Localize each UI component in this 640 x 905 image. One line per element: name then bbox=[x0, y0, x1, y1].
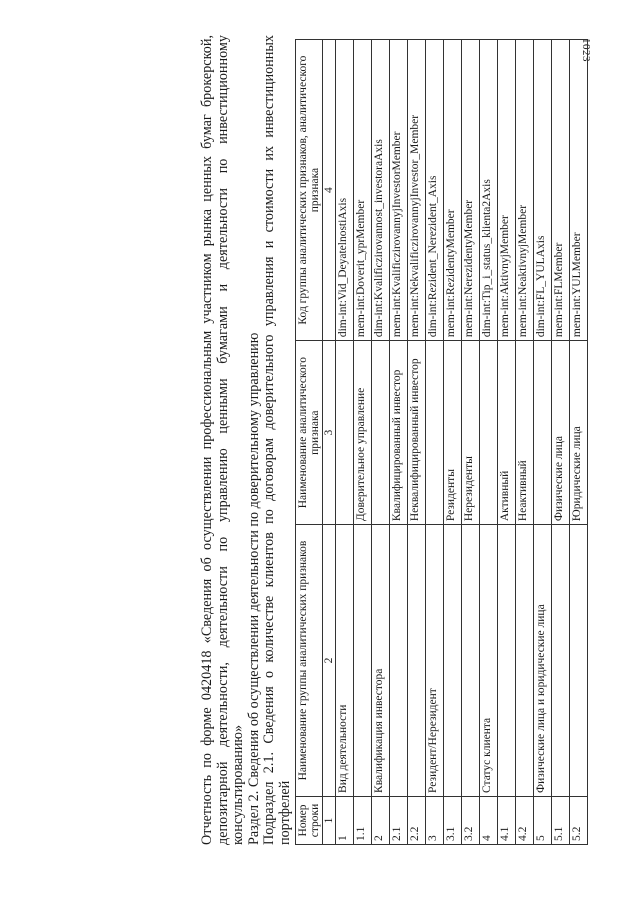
group-name bbox=[443, 525, 461, 797]
table-row bbox=[551, 40, 569, 845]
attribute-code: dim-int:Vid_DeyatelnostiAxis bbox=[335, 40, 353, 341]
row-number: 2 bbox=[371, 796, 389, 844]
table-row bbox=[389, 40, 407, 845]
row-number: 4.1 bbox=[497, 796, 515, 844]
row-number: 3 bbox=[425, 796, 443, 844]
attribute-code: dim-int:Kvalifìczirovannost_investoraAxis bbox=[371, 40, 389, 341]
attribute-name: Физические лица bbox=[551, 341, 569, 525]
attribute-name bbox=[479, 341, 497, 525]
subsection-title: Подраздел 2.1. Сведения о количестве клиентов по договорам доверительного управления и стоимости их инвестиционных портфелей bbox=[261, 35, 293, 845]
attribute-code: mem-int:NekvalificzirovannyjInvestor_Member bbox=[407, 40, 425, 341]
attribute-name: Неактивный bbox=[515, 341, 533, 525]
row-number: 5.1 bbox=[551, 796, 569, 844]
attribute-name: Юридические лица bbox=[569, 341, 587, 525]
row-number: 3.2 bbox=[461, 796, 479, 844]
row-number: 4.2 bbox=[515, 796, 533, 844]
row-number: 1.1 bbox=[353, 796, 371, 844]
group-name: Квалификация инвестора bbox=[371, 525, 389, 797]
table-row bbox=[443, 40, 461, 845]
attribute-name: Квалифицированный инвестор bbox=[389, 341, 407, 525]
header-row-number: Номер строки bbox=[295, 796, 322, 844]
column-number: 3 bbox=[322, 341, 335, 525]
row-number: 3.1 bbox=[443, 796, 461, 844]
header-code: Код группы аналитических признаков, аналитического признака bbox=[295, 40, 322, 341]
table-row bbox=[569, 40, 587, 845]
attribute-name bbox=[425, 341, 443, 525]
table-row bbox=[533, 40, 551, 845]
attribute-name: Доверительное управление bbox=[353, 341, 371, 525]
group-name: Физические лица и юридические лица bbox=[533, 525, 551, 797]
group-name bbox=[497, 525, 515, 797]
attribute-name: Резиденты bbox=[443, 341, 461, 525]
table-header-row bbox=[295, 40, 322, 845]
table-row bbox=[335, 40, 353, 845]
group-name bbox=[515, 525, 533, 797]
table-row bbox=[515, 40, 533, 845]
attribute-name: Неквалифицированный инвестор bbox=[407, 341, 425, 525]
group-name bbox=[569, 525, 587, 797]
table-row bbox=[407, 40, 425, 845]
attribute-name bbox=[335, 341, 353, 525]
rotated-page-content bbox=[200, 35, 588, 845]
attribute-name bbox=[533, 341, 551, 525]
group-name: Вид деятельности bbox=[335, 525, 353, 797]
header-attribute-name: Наименование аналитического признака bbox=[295, 341, 322, 525]
header-group-name: Наименование группы аналитических признаков bbox=[295, 525, 322, 797]
attribute-code: mem-int:YULMember bbox=[569, 40, 587, 341]
attribute-code: mem-int:RezidentyMember bbox=[443, 40, 461, 341]
attribute-code: mem-int:NeaktivnyjMember bbox=[515, 40, 533, 341]
group-name bbox=[353, 525, 371, 797]
group-name bbox=[461, 525, 479, 797]
row-number: 4 bbox=[479, 796, 497, 844]
attribute-name: Нерезиденты bbox=[461, 341, 479, 525]
row-number: 5 bbox=[533, 796, 551, 844]
attribute-code: dim-int:Rezident_Nerezident_Axis bbox=[425, 40, 443, 341]
row-number: 2.1 bbox=[389, 796, 407, 844]
table-row bbox=[479, 40, 497, 845]
attribute-code: mem-int:NerezidentyMember bbox=[461, 40, 479, 341]
group-name: Резидент/Нерезидент bbox=[425, 525, 443, 797]
column-number: 4 bbox=[322, 40, 335, 341]
attribute-code: mem-int:KvalificzirovannyjInvestorMember bbox=[389, 40, 407, 341]
attribute-code: dim-int:FL_YULAxis bbox=[533, 40, 551, 341]
attribute-code: dim-int:Tip_i_status_klienta2Axis bbox=[479, 40, 497, 341]
group-name bbox=[407, 525, 425, 797]
group-name: Статус клиента bbox=[479, 525, 497, 797]
group-name bbox=[389, 525, 407, 797]
table-row bbox=[425, 40, 443, 845]
attributes-table bbox=[295, 39, 588, 845]
table-row bbox=[497, 40, 515, 845]
attribute-name bbox=[371, 341, 389, 525]
column-number: 2 bbox=[322, 525, 335, 797]
attribute-name: Активный bbox=[497, 341, 515, 525]
report-heading: Отчетность по форме 0420418 «Сведения об осуществлении профессиональным участником рынка ценных бумаг брокерской, депозитарной деятельности, деятельности по управлению ценными бумагами и деятельности по инвестиционному консультированию» bbox=[199, 35, 247, 845]
column-number: 1 bbox=[322, 796, 335, 844]
table-row bbox=[461, 40, 479, 845]
section-title: Раздел 2. Сведения об осуществлении деятельности по доверительному управлению bbox=[245, 332, 262, 845]
row-number: 1 bbox=[335, 796, 353, 844]
table-row bbox=[371, 40, 389, 845]
attribute-code: mem-int:FLMember bbox=[551, 40, 569, 341]
row-number: 5.2 bbox=[569, 796, 587, 844]
page-number: 1023 bbox=[580, 38, 592, 62]
group-name bbox=[551, 525, 569, 797]
attribute-code: mem-int:Doverit_yprMember bbox=[353, 40, 371, 341]
column-number-row bbox=[322, 40, 335, 845]
table-row bbox=[353, 40, 371, 845]
row-number: 2.2 bbox=[407, 796, 425, 844]
attribute-code: mem-int:AktivnyjMember bbox=[497, 40, 515, 341]
